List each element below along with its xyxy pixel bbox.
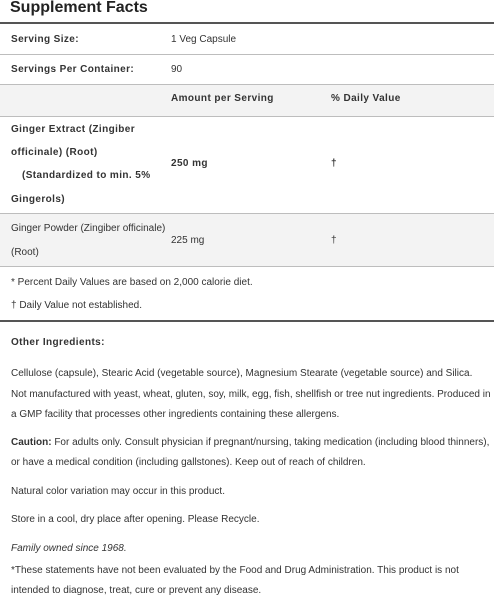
fda-disclaimer: *These statements have not been evaluated by the Food and Drug Administration. This product is not intended to diagnose, treat, cure or prevent any disease.: [11, 565, 459, 596]
ingredient-amount: 250 mg: [171, 158, 208, 169]
family-owned-note: Family owned since 1968.: [11, 543, 127, 554]
ingredient-name-line: Ginger Powder (Zingiber officinale): [11, 223, 166, 234]
daily-value-header: % Daily Value: [331, 93, 401, 104]
daily-value-footnote: * Percent Daily Values are based on 2,000 calorie diet.: [11, 277, 253, 288]
storage-note: Store in a cool, dry place after opening. Please Recycle.: [11, 514, 260, 525]
ingredient-row-band: [0, 214, 494, 266]
ingredient-name-line: Ginger Extract (Zingiber: [11, 124, 136, 135]
ingredient-daily-value: †: [331, 235, 337, 246]
serving-size-label: Serving Size:: [11, 34, 79, 45]
panel-title: Supplement Facts: [10, 0, 148, 16]
title-divider: [0, 22, 494, 24]
dagger-footnote: † Daily Value not established.: [11, 300, 143, 311]
ingredient-name-line: (Root): [11, 247, 39, 258]
row-divider: [0, 54, 494, 55]
row-divider: [0, 266, 494, 267]
ingredient-name-line: Gingerols): [11, 194, 66, 205]
allergen-statement: Not manufactured with yeast, wheat, gluten, soy, milk, egg, fish, shellfish or tree nut ingredients. Produced in a GMP facility that processes other ingredients containing these allergens.: [11, 389, 491, 420]
ingredient-amount: 225 mg: [171, 235, 205, 246]
section-divider: [0, 320, 494, 322]
amount-per-serving-header: Amount per Serving: [171, 93, 274, 104]
serving-size-value: 1 Veg Capsule: [171, 34, 237, 45]
row-divider: [0, 116, 494, 117]
other-ingredients-heading: Other Ingredients:: [11, 337, 105, 348]
other-ingredients-text: Cellulose (capsule), Stearic Acid (vegetable source), Magnesium Stearate (vegetable source) and Silica.: [11, 368, 473, 379]
servings-per-container-value: 90: [171, 64, 183, 75]
ingredient-name-line: officinale) (Root): [11, 147, 98, 158]
servings-per-container-label: Servings Per Container:: [11, 64, 135, 75]
ingredient-name-line: (Standardized to min. 5%: [22, 170, 151, 181]
ingredient-daily-value: †: [331, 158, 337, 169]
color-variation-note: Natural color variation may occur in this product.: [11, 486, 225, 497]
caution-statement: [11, 433, 491, 473]
caution-text: For adults only. Consult physician if pregnant/nursing, taking medication (including blood thinners), or have a medical condition (including gallstones). Keep out of reach of children.: [11, 437, 490, 468]
caution-label: Caution:: [11, 437, 52, 448]
